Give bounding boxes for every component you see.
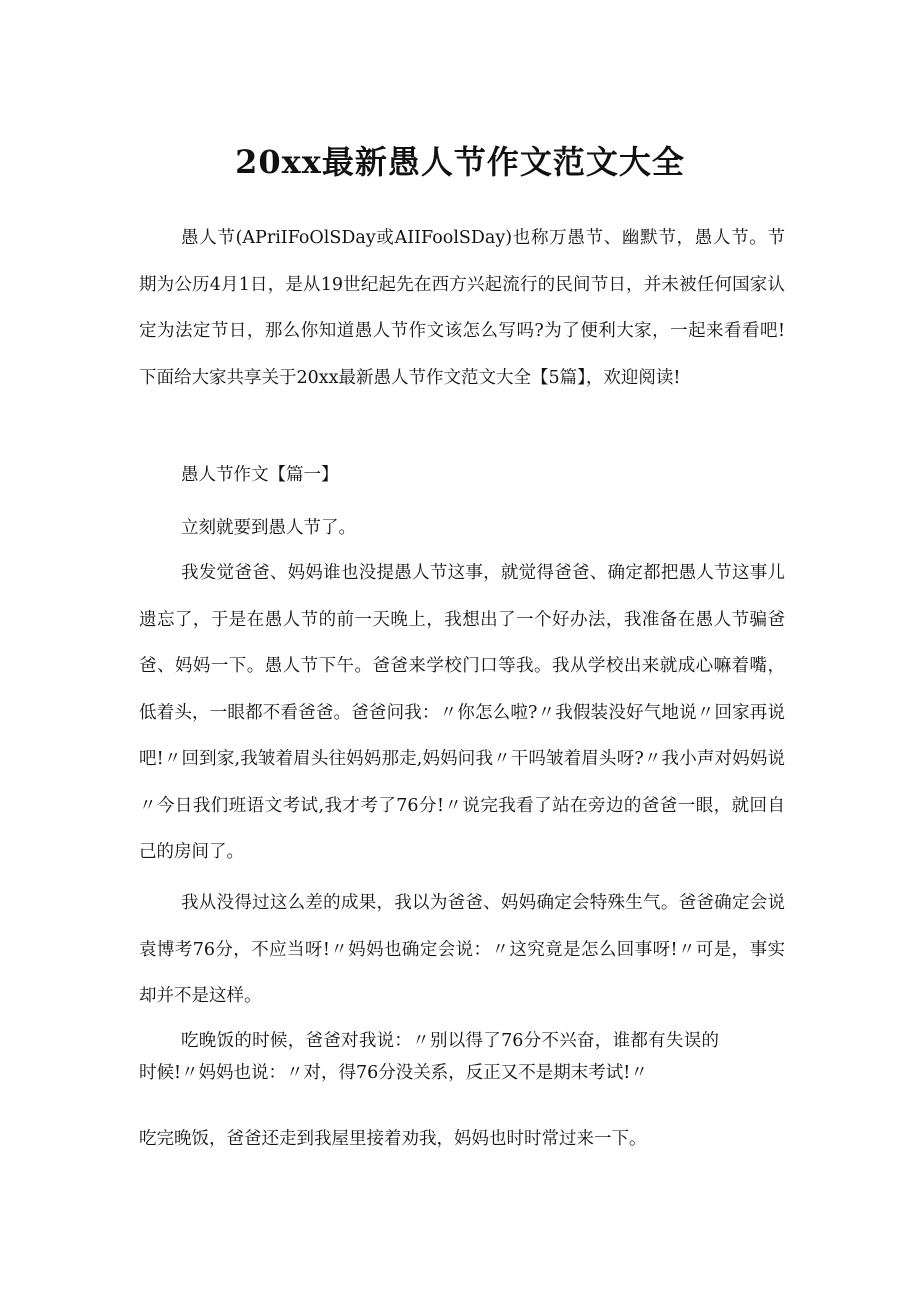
body-paragraph: 我发觉爸爸、妈妈谁也没提愚人节这事，就觉得爸爸、确定都把愚人节这事儿遗忘了，于是在愚人节的前一天晚上，我想出了一个好办法，我准备在愚人节骗爸爸、妈妈一下。愚人节下午。爸爸来学校门口等我。我从学校出来就成心嘛着嘴，低着头，一眼都不看爸爸。爸爸问我：〃你怎么啦?〃我假装没好气地说〃回家再说吧!〃回到家,我皱着眉头往妈妈那走,妈妈问我〃干吗皱着眉头呀?〃我小声对妈妈说〃今日我们班语文考试,我才考了76分!〃说完我看了站在旁边的爸爸一眼，就回自己的房间了。 bbox=[139, 563, 785, 862]
body-paragraph: 吃完晚饭，爸爸还走到我屋里接着劝我，妈妈也时时常过来一下。 bbox=[139, 1129, 647, 1149]
body-paragraph: 我从没得过这么差的成果，我以为爸爸、妈妈确定会特殊生气。爸爸确定会说袁博考76分，不应当呀!〃妈妈也确定会说：〃这究竟是怎么回事呀!〃可是，事实却并不是这样。 bbox=[139, 893, 785, 1006]
intro-paragraph: 愚人节(APriIFoOlSDay或AIIFoolSDay)也称万愚节、幽默节，愚人节。节期为公历4月1日，是从19世纪起先在西方兴起流行的民间节日，并未被任何国家认定为法定节日，那么你知道愚人节作文该怎么写吗?为了便利大家，一起来看看吧!下面给大家共享关于20xx最新愚人节作文范文大全【5篇】，欢迎阅读! bbox=[139, 228, 785, 388]
document-title: 20xx最新愚人节作文范文大全 bbox=[235, 143, 685, 181]
body-paragraph: 立刻就要到愚人节了。 bbox=[181, 518, 356, 538]
section-heading: 愚人节作文【篇一】 bbox=[181, 465, 339, 485]
body-paragraph: 吃晚饭的时候，爸爸对我说：〃别以得了76分不兴奋，谁都有失误的时候!〃妈妈也说：〃对，得76分没关系，反正又不是期末考试!〃 bbox=[139, 1031, 719, 1083]
